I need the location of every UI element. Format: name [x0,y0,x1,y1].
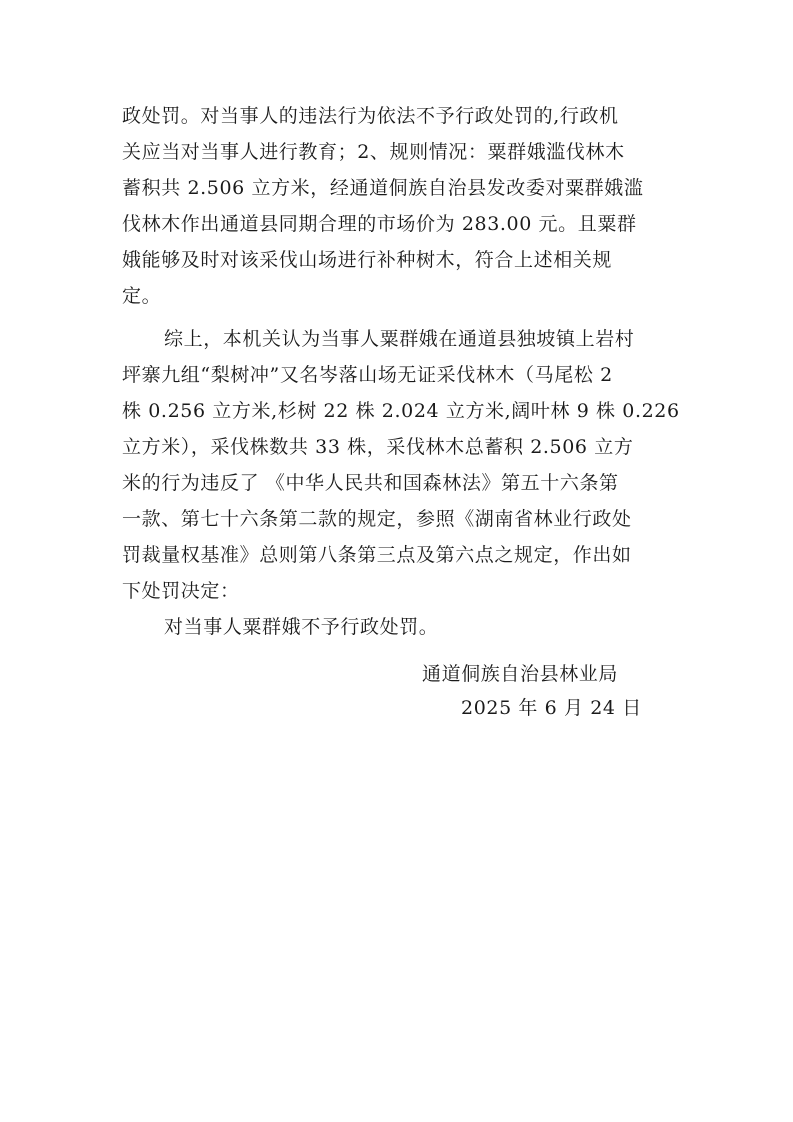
paragraph-gap [122,314,680,321]
body-line: 综上，本机关认为当事人粟群娥在通道县独坡镇上岩村 [164,328,635,350]
body-line: 下处罚决定： [122,580,240,602]
body-line: 关应当对当事人进行教育；2、规则情况：粟群娥滥伐林木 [122,141,625,163]
body-line: 娥能够及时对该采伐山场进行补种树木，符合上述相关规 [122,249,613,271]
body-line: 坪寨九组“梨树冲”又名岑落山场无证采伐林木（马尾松 2 [122,364,613,386]
body-line: 政处罚。对当事人的违法行为依法不予行政处罚的,行政机 [122,105,619,127]
signing-organization: 通道侗族自治县林业局 [422,663,619,685]
decision-line: 对当事人粟群娥不予行政处罚。 [164,616,439,638]
body-line: 米的行为违反了 《中华人民共和国森林法》第五十六条第 [122,472,619,494]
body-line: 伐林木作出通道县同期合理的市场价为 283.00 元。且粟群 [122,213,637,235]
body-line: 立方米），采伐株数共 33 株，采伐林木总蓄积 2.506 立方 [122,436,634,458]
decision-body-text [122,98,680,645]
body-line: 株 0.256 立方米,杉树 22 株 2.024 立方米,阔叶林 9 株 0.226 [122,400,680,422]
body-line: 一款、第七十六条第二款的规定，参照《湖南省林业行政处 [122,508,632,530]
body-line: 蓄积共 2.506 立方米，经通道侗族自治县发改委对粟群娥滥 [122,177,644,199]
body-line: 罚裁量权基准》总则第八条第三点及第六点之规定，作出如 [122,544,632,566]
body-line: 定。 [122,285,162,307]
signing-date: 2025 年 6 月 24 日 [461,697,642,719]
